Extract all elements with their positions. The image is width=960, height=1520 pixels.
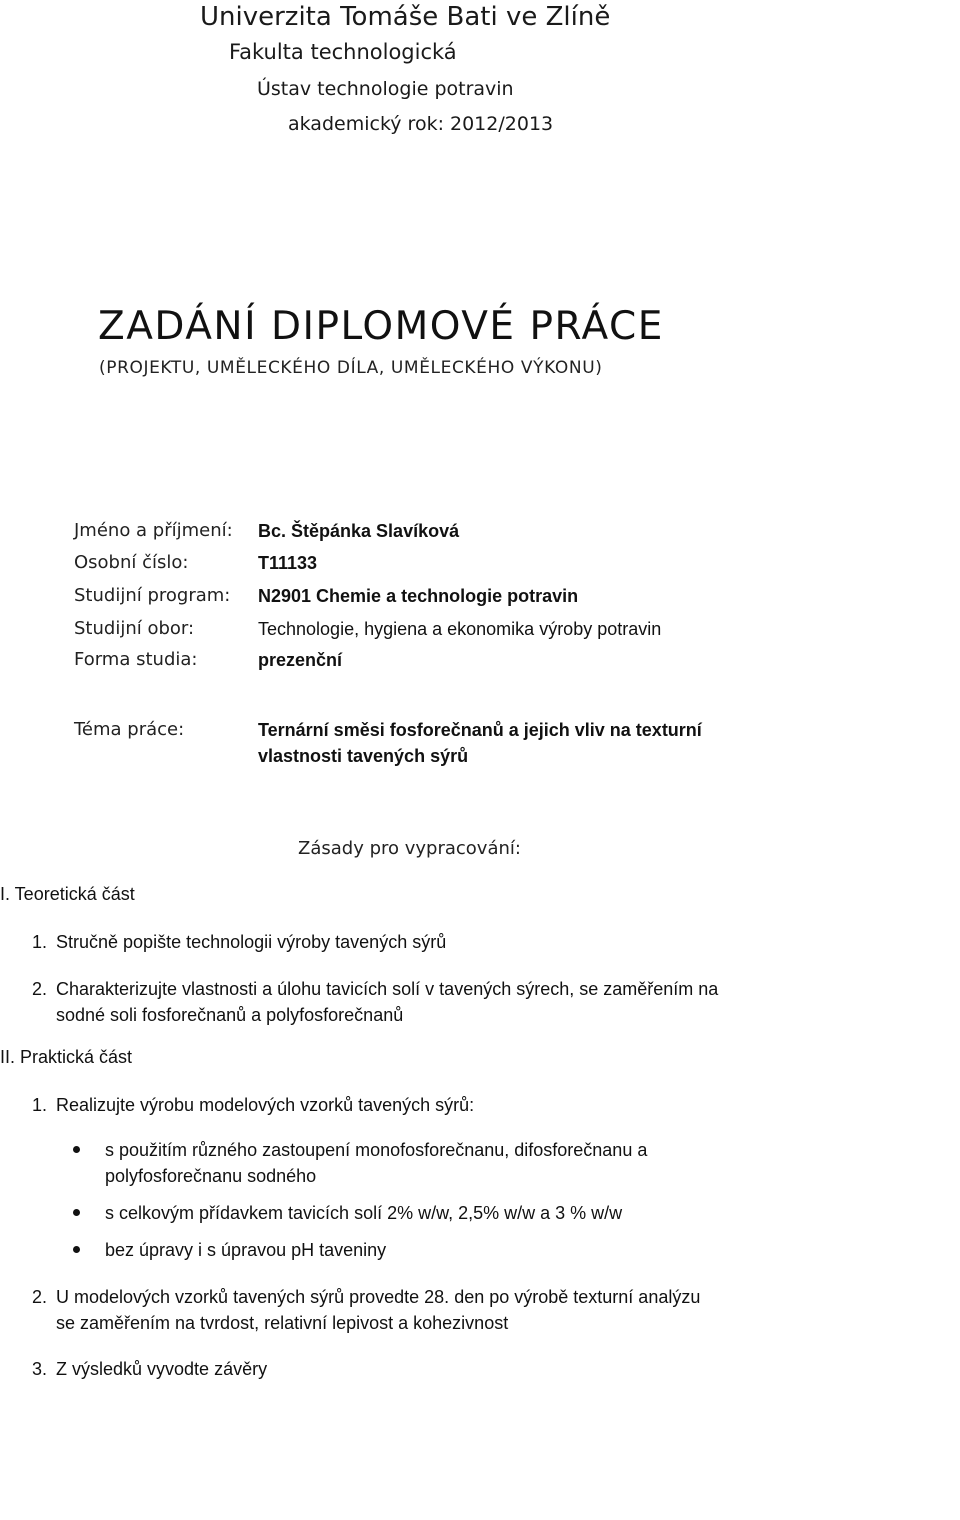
bullet-dot — [73, 1246, 80, 1253]
list-item-number: 2. — [32, 979, 48, 999]
list-item-text: se zaměřením na tvrdost, relativní lepivost a kohezivnost — [56, 1313, 509, 1333]
institute-name: Ústav technologie potravin — [257, 78, 514, 100]
name-value: Bc. Štěpánka Slavíková — [258, 521, 460, 541]
bullet-dot — [73, 1209, 80, 1216]
topic-value-line1: Ternární směsi fosforečnanů a jejich vliv na texturní — [258, 720, 702, 740]
section-practical-heading: II. Praktická část — [0, 1047, 133, 1067]
document-subtitle: (PROJEKTU, UMĚLECKÉHO DÍLA, UMĚLECKÉHO VÝKONU) — [99, 358, 603, 378]
bullet-item-text: s použitím různého zastoupení monofosforečnanu, difosforečnanu a — [105, 1140, 648, 1160]
bullet-item-text: polyfosforečnanu sodného — [105, 1166, 317, 1186]
id-label: Osobní číslo: — [74, 552, 189, 573]
bullet-dot — [73, 1146, 80, 1153]
form-label: Forma studia: — [74, 649, 198, 670]
list-item-number: 1. — [32, 932, 48, 952]
program-label: Studijní program: — [74, 585, 231, 606]
field-label: Studijní obor: — [74, 618, 195, 639]
academic-year: akademický rok: 2012/2013 — [288, 113, 554, 135]
bullet-item-text: s celkovým přídavkem tavicích solí 2% w/w, 2,5% w/w a 3 % w/w — [105, 1203, 623, 1223]
id-value: T11133 — [258, 553, 318, 573]
list-item-number: 3. — [32, 1359, 48, 1379]
section-theory-heading: I. Teoretická část — [0, 884, 135, 904]
form-value: prezenční — [258, 650, 343, 670]
bullet-item-text: bez úpravy i s úpravou pH taveniny — [105, 1240, 387, 1260]
list-item-text: Realizujte výrobu modelových vzorků tavených sýrů: — [56, 1095, 475, 1115]
program-value: N2901 Chemie a technologie potravin — [258, 586, 579, 606]
list-item-number: 2. — [32, 1287, 48, 1307]
list-item-text: Charakterizujte vlastnosti a úlohu tavicích solí v tavených sýrech, se zaměřením na — [56, 979, 719, 999]
list-item-number: 1. — [32, 1095, 48, 1115]
list-item-text: U modelových vzorků tavených sýrů provedte 28. den po výrobě texturní analýzu — [56, 1287, 701, 1307]
name-label: Jméno a příjmení: — [74, 520, 233, 541]
principles-heading: Zásady pro vypracování: — [298, 838, 521, 859]
university-name: Univerzita Tomáše Bati ve Zlíně — [200, 2, 611, 32]
field-value: Technologie, hygiena a ekonomika výroby potravin — [258, 619, 662, 639]
list-item-text: sodné soli fosforečnanů a polyfosforečnanů — [56, 1005, 404, 1025]
list-item-text: Stručně popište technologii výroby tavených sýrů — [56, 932, 447, 952]
topic-label: Téma práce: — [74, 719, 185, 740]
document-title: ZADÁNÍ DIPLOMOVÉ PRÁCE — [98, 304, 664, 349]
topic-value-line2: vlastnosti tavených sýrů — [258, 746, 469, 766]
list-item-text: Z výsledků vyvodte závěry — [56, 1359, 268, 1379]
faculty-name: Fakulta technologická — [229, 40, 457, 64]
